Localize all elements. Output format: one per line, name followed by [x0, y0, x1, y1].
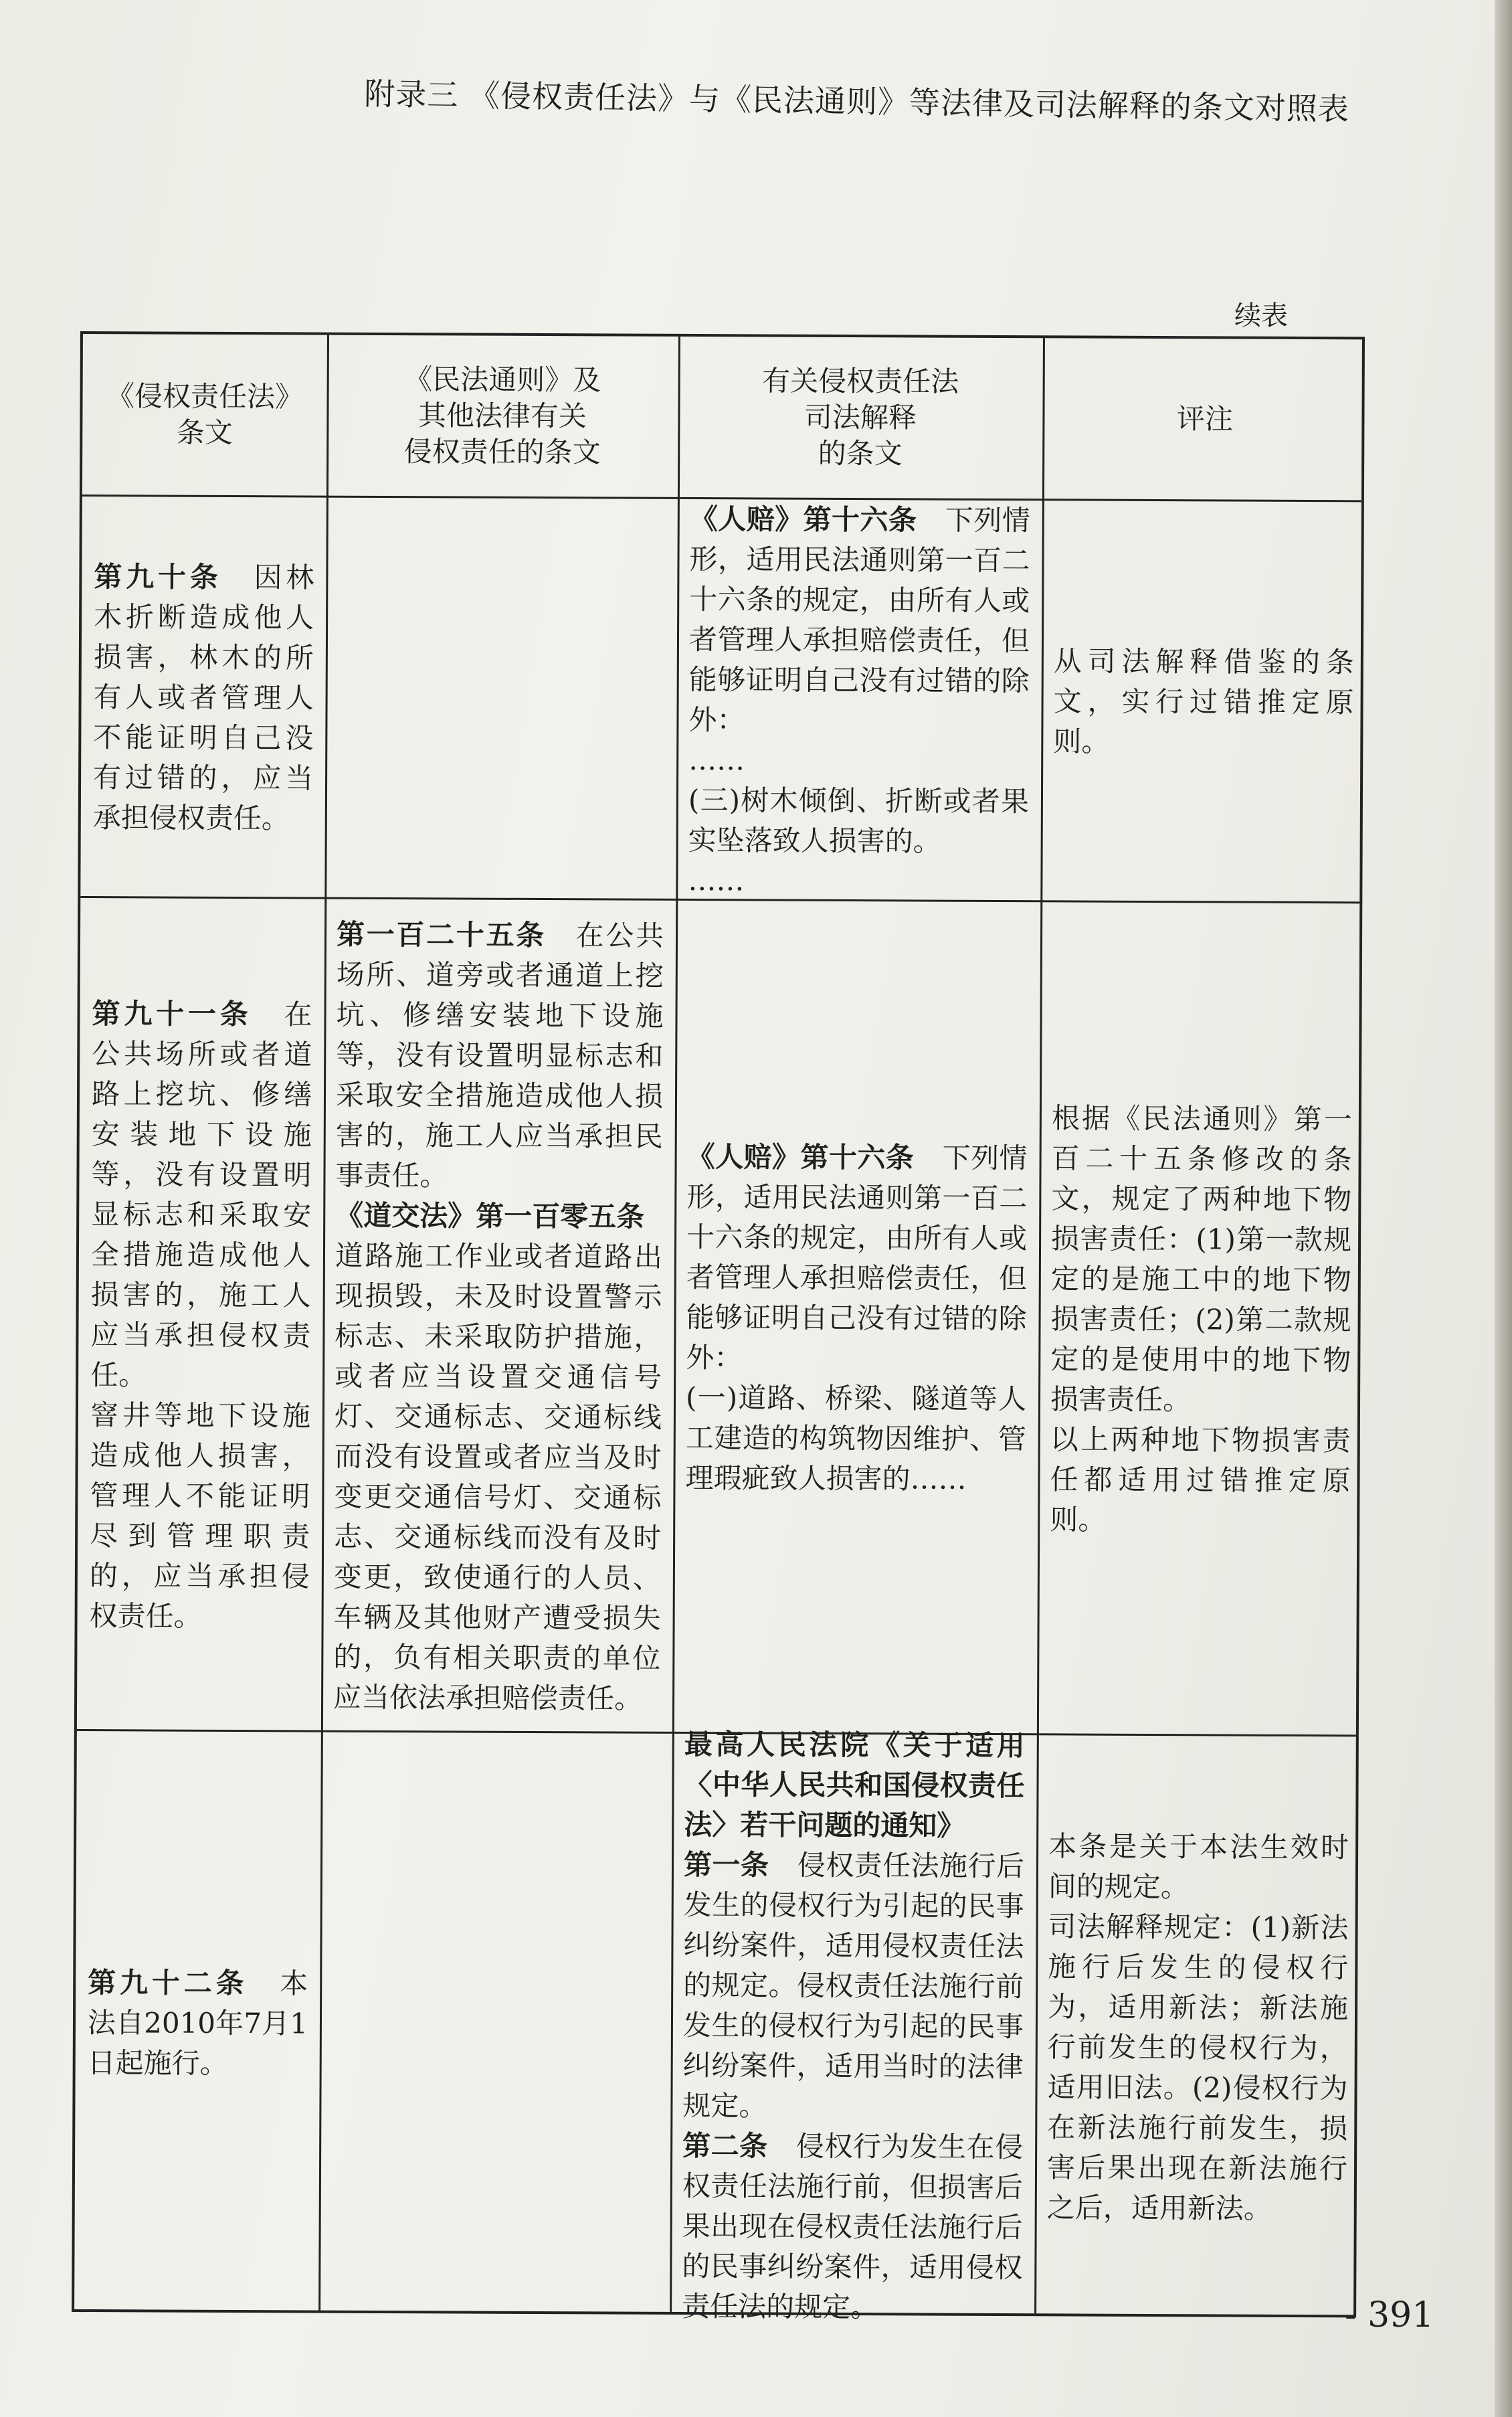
cell-paragraph — [686, 1136, 1028, 1378]
article-text: 下列情形，适用民法通则第一百二十六条的规定，由所有人或者管理人承担赔偿责任，但能够证明自己没有过错的除外： — [686, 1140, 1028, 1374]
article-heading: 第二条 — [682, 2129, 768, 2163]
table-row — [80, 495, 1361, 901]
commentary-cell — [1037, 902, 1365, 1736]
header-cell-tort-law: 《侵权责任法》 条文 — [106, 379, 304, 449]
article-text: 本条是关于本法生效时间的规定。 — [1048, 1829, 1349, 1903]
article-cell — [77, 898, 324, 1732]
article-text: 本法自2010年7月1日起施行。 — [87, 1966, 308, 2080]
cell-paragraph — [1050, 1098, 1352, 1421]
table-header-row — [82, 334, 1362, 500]
civil-law-cell — [318, 1732, 672, 2317]
article-cell — [74, 1731, 321, 2315]
interpretation-cell — [672, 901, 1040, 1735]
article-text: …… — [688, 863, 745, 897]
article-cell — [80, 497, 326, 899]
civil-law-cell — [321, 899, 676, 1734]
cell-paragraph — [1050, 1419, 1351, 1541]
article-heading: 《人赔》第十六条 — [686, 1140, 915, 1174]
cell-paragraph — [682, 1844, 1024, 2127]
civil-law-cell — [324, 498, 678, 901]
comparison-table — [72, 331, 1365, 2323]
cell-paragraph — [88, 1963, 308, 2084]
article-heading: 第九十二条 — [88, 1965, 248, 1999]
cell-paragraph — [335, 914, 664, 1196]
page-header: 附录三 《侵权责任法》与《民法通则》等法律及司法解释的条文对照表 — [364, 75, 1350, 128]
header-cell-judicial-interpretation: 有关侵权责任法 司法解释 的条文 — [762, 364, 959, 470]
header-cell-commentary: 评注 — [1176, 402, 1234, 436]
cell-paragraph — [684, 1724, 1025, 1846]
continued-label: 续表 — [1234, 300, 1288, 331]
cell-paragraph — [688, 499, 1030, 741]
article-heading: 第一条 — [683, 1848, 769, 1882]
cell-paragraph — [1048, 1826, 1349, 1908]
header-cell-civil-law: 《民法通则》及 其他法律有关 侵权责任的条文 — [403, 363, 601, 469]
cell-paragraph — [333, 1195, 673, 1718]
article-text: 窨井等地下设施造成他人损害，管理人不能证明尽到管理职责的，应当承担侵权责任。 — [89, 1398, 311, 1633]
article-text: 根据《民法通则》第一百二十五条修改的条文，规定了两种地下物损害责任：(1)第一款规定的是施工中的地下物损害责任；(2)第二款规定的是使用中的地下物损害责任。 — [1050, 1101, 1352, 1416]
page-edge — [1495, 0, 1512, 2417]
article-text: …… — [688, 743, 745, 777]
article-text: 在公共场所、道旁或者通道上挖坑、修缮安装地下设施等，没有设置明显标志和采取安全措施造成他人损害的，施工人应当承担民事责任。 — [335, 918, 664, 1192]
article-heading: 《人赔》第十六条 — [689, 502, 917, 537]
cell-paragraph — [688, 740, 1029, 782]
article-text: 在公共场所或者道路上挖坑、修缮安装地下设施等，没有设置明显标志和采取安全措施造成他人损害的，施工人应当承担侵权责任。 — [90, 997, 312, 1391]
table-row — [74, 1727, 1356, 2323]
page-number: - 391 — [1345, 2295, 1434, 2335]
cell-paragraph — [682, 2125, 1023, 2327]
article-heading: 最高人民法院《关于适用〈中华人民共和国侵权责任法〉若干问题的通知》 — [684, 1727, 1025, 1842]
article-heading: 第九十条 — [94, 560, 222, 594]
article-text: 从司法解释借鉴的条文，实行过错推定原则。 — [1053, 644, 1354, 758]
article-heading: 第一百二十五条 — [336, 917, 547, 952]
article-text: 侵权行为发生在侵权责任法施行前，但损害后果出现在侵权责任法施行后的民事纠纷案件，适用侵权责任法的规定。 — [682, 2129, 1024, 2323]
article-text: 以上两种地下物损害责任都适用过错推定原则。 — [1050, 1422, 1351, 1536]
article-text: 道路施工作业或者道路出现损毁，未及时设置警示标志、未采取防护措施，或者应当设置交通信号灯、交通标志、交通标线而没有设置或者应当及时变更交通信号灯、交通标志、交通标线而没有及时变更，致使通行的人员、车辆及其他财产遭受损失的，负有相关职责的单位应当依法承担赔偿责任。 — [333, 1200, 673, 1715]
cell-paragraph — [688, 780, 1030, 862]
article-text: 因林木折断造成他人损害，林木的所有人或者管理人不能证明自己没有过错的，应当承担侵权责任。 — [92, 560, 314, 835]
cell-paragraph — [1047, 1906, 1349, 2229]
commentary-cell — [1034, 1735, 1361, 2319]
cell-paragraph — [688, 861, 1028, 902]
cell-paragraph — [685, 1377, 1026, 1499]
table-row — [77, 896, 1359, 1734]
article-heading: 第九十一条 — [92, 996, 252, 1031]
article-heading: 《道交法》第一百零五条 — [335, 1198, 645, 1233]
article-text: 侵权责任法施行后发生的侵权行为引起的民事纠纷案件，适用侵权责任法的规定。侵权责任法施行前发生的侵权行为引起的民事纠纷案件，适用当时的法律规定。 — [682, 1848, 1025, 2123]
article-text: 司法解释规定：(1)新法施行后发生的侵权行为，适用新法；新法施行前发生的侵权行为，适用旧法。(2)侵权行为在新法施行前发生，损害后果出现在新法施行之后，适用新法。 — [1046, 1909, 1349, 2225]
cell-paragraph — [93, 557, 314, 838]
article-text: 下列情形，适用民法通则第一百二十六条的规定，由所有人或者管理人承担赔偿责任，但能够证明自己没有过错的除外： — [688, 503, 1030, 737]
cell-paragraph — [89, 1395, 310, 1637]
cell-paragraph — [1053, 641, 1354, 763]
cell-paragraph — [90, 994, 312, 1396]
commentary-cell — [1040, 501, 1367, 903]
interpretation-cell — [670, 1727, 1037, 2323]
article-text: (三)树木倾倒、折断或者果实坠落致人损害的。 — [688, 783, 1030, 858]
article-text: (一)道路、桥梁、隧道等人工建造的构筑物因维护、管理瑕疵致人损害的…… — [685, 1380, 1027, 1496]
interpretation-cell — [676, 499, 1042, 902]
